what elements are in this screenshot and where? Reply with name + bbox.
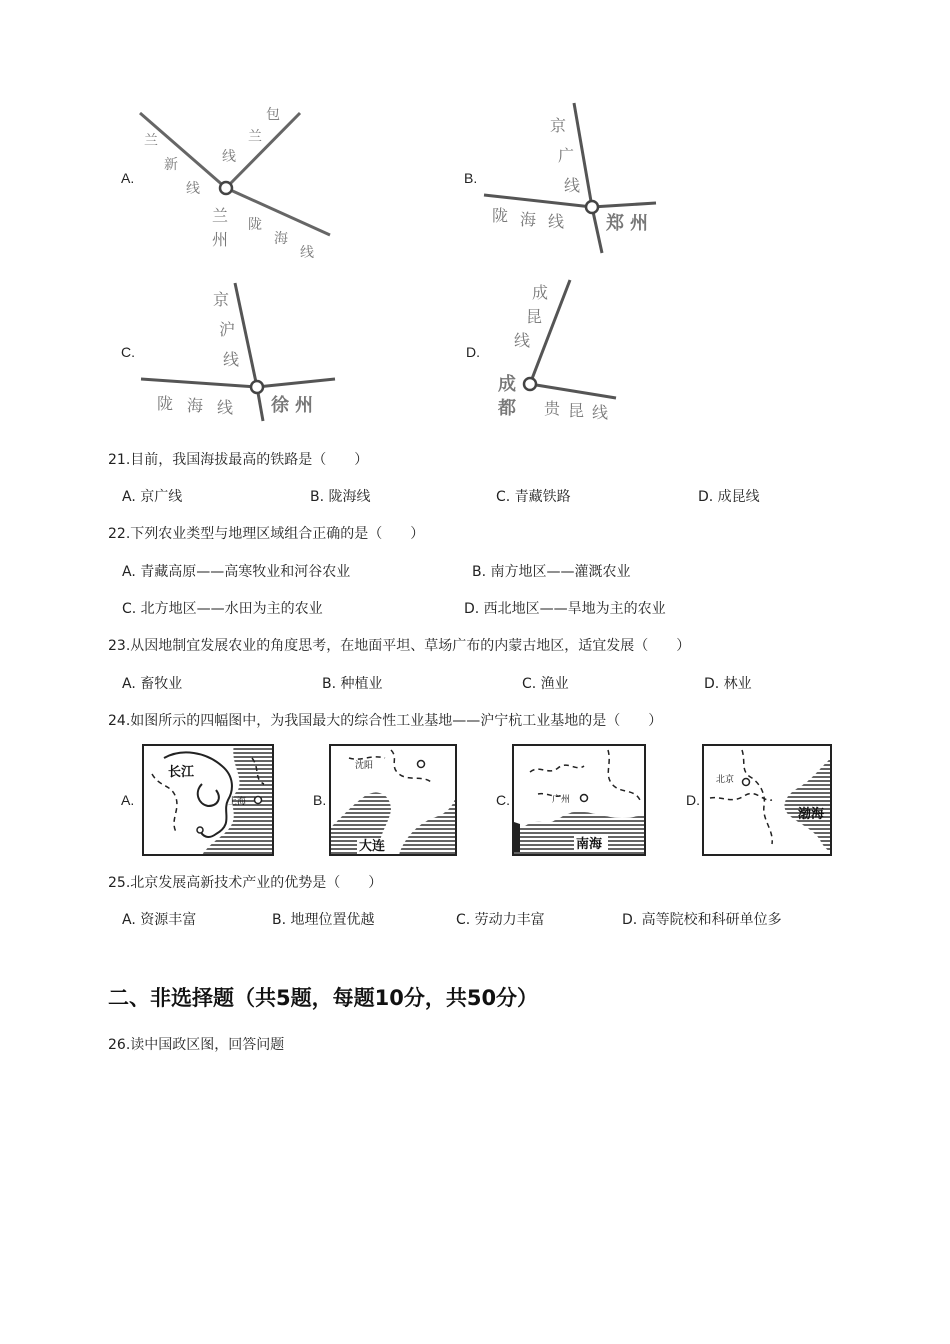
option-a-label: A.: [121, 170, 135, 186]
option-d-label: D.: [466, 344, 480, 360]
text-d-7: 昆: [568, 401, 585, 420]
question-25: 25.北京发展高新技术产业的优势是（ ）: [108, 875, 383, 891]
q25-option-a[interactable]: A. 资源丰富: [122, 912, 197, 928]
text-b-2: 广: [558, 146, 575, 165]
text-a-10: 海: [274, 231, 288, 247]
map-d-place1: 北京: [716, 775, 735, 785]
option-b-junction-diagram: [480, 95, 670, 260]
text-b-7: 郑: [606, 213, 624, 234]
q25-option-c[interactable]: C. 劳动力丰富: [456, 912, 545, 928]
q24-map-d-label: D.: [686, 792, 700, 808]
text-d-2: 昆: [526, 307, 543, 326]
question-22: 22.下列农业类型与地理区域组合正确的是（ ）: [108, 526, 425, 542]
q22-option-c[interactable]: C. 北方地区——水田为主的农业: [122, 601, 323, 617]
q21-option-c[interactable]: C. 青藏铁路: [496, 489, 571, 505]
option-d-junction-diagram: [490, 272, 630, 432]
q23-option-a[interactable]: A. 畜牧业: [122, 676, 183, 692]
text-d-1: 成: [532, 283, 549, 302]
text-c-7: 徐: [271, 395, 289, 416]
text-a-11: 线: [300, 245, 314, 261]
text-c-5: 海: [187, 396, 204, 415]
text-c-4: 陇: [157, 394, 174, 413]
map-c-place1: 广州: [552, 795, 571, 805]
question-26: 26.读中国政区图，回答问题: [108, 1037, 285, 1053]
text-c-1: 京: [213, 290, 230, 309]
text-b-1: 京: [550, 116, 567, 135]
q25-option-d[interactable]: D. 高等院校和科研单位多: [622, 912, 782, 928]
text-d-4: 成: [498, 374, 516, 395]
map-a-place2: 上海: [228, 797, 247, 807]
text-a-9: 陇: [248, 217, 262, 233]
text-a-2: 新: [164, 157, 178, 173]
text-a-5: 兰: [248, 129, 262, 145]
text-a-4: 包: [266, 107, 280, 123]
q24-map-b-label: B.: [313, 792, 327, 808]
text-a-1: 兰: [144, 133, 158, 149]
q24-map-c[interactable]: [512, 744, 646, 856]
q24-map-b[interactable]: [329, 744, 457, 856]
text-d-3: 线: [514, 331, 531, 350]
q22-option-b[interactable]: B. 南方地区——灌溉农业: [472, 564, 631, 580]
text-a-7: 兰: [212, 206, 229, 225]
text-b-6: 线: [548, 212, 565, 231]
q21-option-a[interactable]: A. 京广线: [122, 489, 183, 505]
map-b-place2: 大连: [359, 839, 386, 854]
q23-option-c[interactable]: C. 渔业: [522, 676, 569, 692]
text-d-8: 线: [592, 403, 609, 422]
question-21: 21.目前，我国海拔最高的铁路是（ ）: [108, 452, 369, 468]
option-c-label: C.: [121, 344, 135, 360]
q22-option-d[interactable]: D. 西北地区——旱地为主的农业: [464, 601, 666, 617]
section-2-title: 二、非选择题（共5题，每题10分，共50分）: [108, 986, 539, 1010]
text-d-5: 都: [498, 398, 516, 419]
option-c-junction-diagram: [135, 275, 345, 430]
q24-map-d[interactable]: [702, 744, 832, 856]
q22-option-a[interactable]: A. 青藏高原——高寒牧业和河谷农业: [122, 564, 351, 580]
text-a-3: 线: [186, 181, 200, 197]
map-b-place1: 沈阳: [355, 761, 374, 771]
q23-option-d[interactable]: D. 林业: [704, 676, 752, 692]
map-c-place2: 南海: [576, 837, 603, 852]
text-c-6: 线: [217, 398, 234, 417]
map-a-place1: 长江: [168, 765, 195, 780]
q24-map-a[interactable]: [142, 744, 274, 856]
q23-option-b[interactable]: B. 种植业: [322, 676, 383, 692]
text-b-8: 州: [630, 213, 648, 234]
option-a-junction-diagram: [130, 95, 350, 265]
q21-option-b[interactable]: B. 陇海线: [310, 489, 371, 505]
map-d-place2: 渤海: [798, 807, 825, 822]
question-23: 23.从因地制宜发展农业的角度思考，在地面平坦、草场广布的内蒙古地区，适宜发展（ ）: [108, 638, 691, 654]
question-24: 24.如图所示的四幅图中，为我国最大的综合性工业基地——沪宁杭工业基地的是（ ）: [108, 713, 663, 729]
q21-option-d[interactable]: D. 成昆线: [698, 489, 760, 505]
text-b-3: 线: [564, 176, 581, 195]
text-a-6: 线: [222, 149, 236, 165]
text-b-5: 海: [520, 210, 537, 229]
text-b-4: 陇: [492, 206, 509, 225]
text-c-8: 州: [295, 395, 313, 416]
q24-map-c-label: C.: [496, 792, 510, 808]
text-a-8: 州: [212, 230, 229, 249]
q25-option-b[interactable]: B. 地理位置优越: [272, 912, 375, 928]
option-b-label: B.: [464, 170, 478, 186]
text-c-3: 线: [223, 350, 240, 369]
text-d-6: 贵: [544, 399, 561, 418]
text-c-2: 沪: [219, 320, 236, 339]
q24-map-a-label: A.: [121, 792, 135, 808]
